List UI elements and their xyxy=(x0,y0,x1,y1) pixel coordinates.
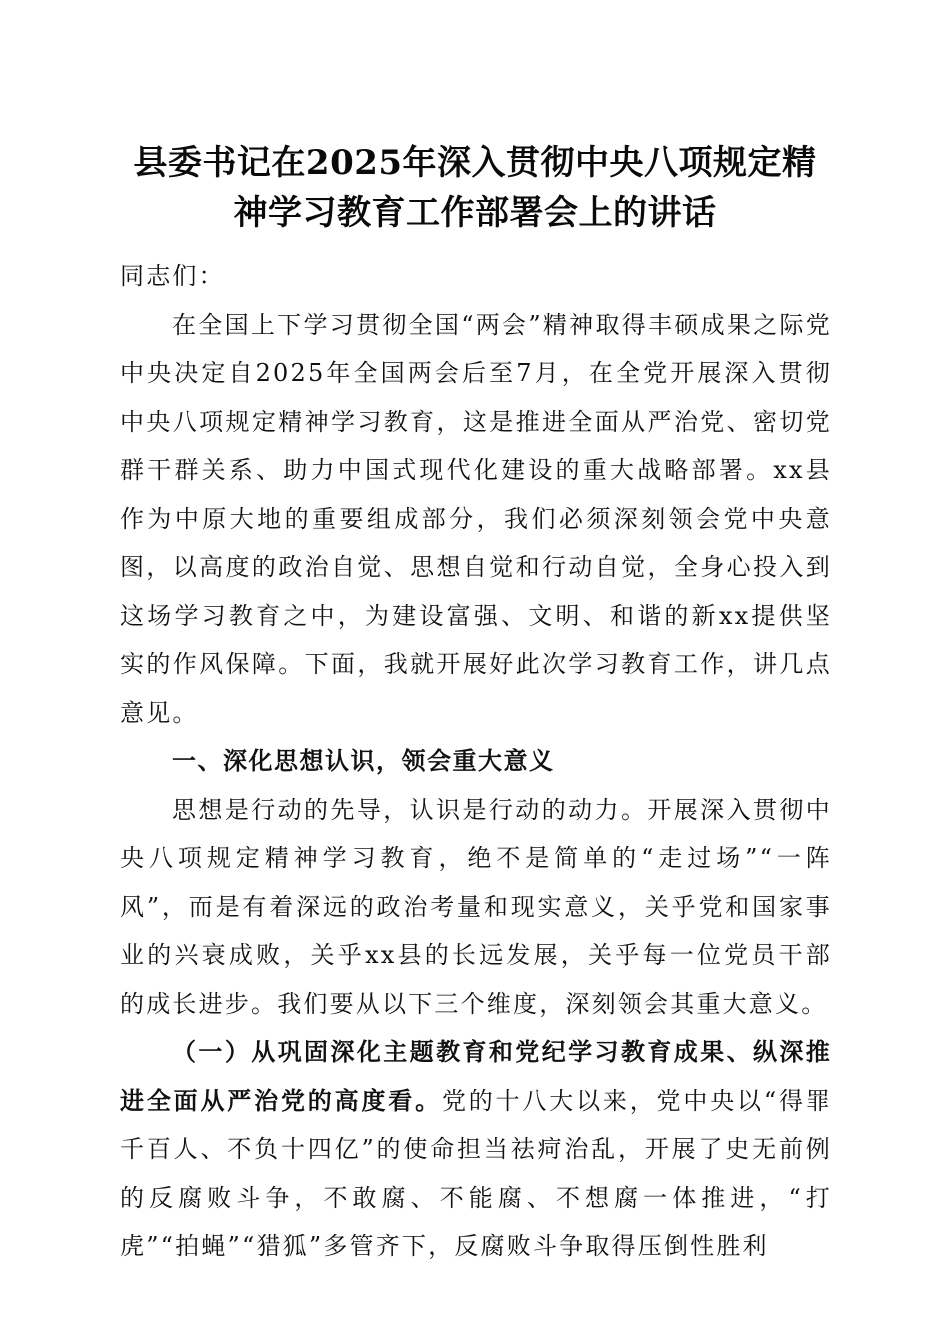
document-title xyxy=(110,138,840,238)
paragraph-significance: 思想是行动的先导，认识是行动的动力。开展深入贯彻中央八项规定精神学习教育，绝不是简单的“走过场”“一阵风”，而是有着深远的政治考量和现实意义，关乎党和国家事业的兴衰成败，关乎xx县的长远发展，关乎每一位党员干部的成长进步。我们要从以下三个维度，深刻领会其重大意义。 xyxy=(120,795,832,1018)
salutation: 同志们： xyxy=(120,262,225,290)
paragraph-intro: 在全国上下学习贯彻全国“两会”精神取得丰硕成果之际党中央决定自2025年全国两会后至7月，在全党开展深入贯彻中央八项规定精神学习教育，这是推进全面从严治党、密切党群干群关系、助力中国式现代化建设的重大战略部署。xx县作为中原大地的重要组成部分，我们必须深刻领会党中央意图，以高度的政治自觉、思想自觉和行动自觉，全身心投入到这场学习教育之中，为建设富强、文明、和谐的新xx提供坚实的作风保障。下面，我就开展好此次学习教育工作，讲几点意见。 xyxy=(120,310,832,727)
section-heading-1: 一、深化思想认识，领会重大意义 xyxy=(172,747,555,775)
title-line-2: 神学习教育工作部署会上的讲话 xyxy=(233,193,717,233)
title-line-1: 县委书记在2025年深入贯彻中央八项规定精 xyxy=(133,143,817,183)
subsection-heading-1: （一）从巩固深化主题教育和党纪学习教育成果、纵深推进全面从严治党的高度看。 xyxy=(120,1037,832,1115)
paragraph-subsection-1 xyxy=(120,1028,832,1271)
subsection-1-text: 党的十八大以来，党中央以“得罪千百人、不负十四亿”的使命担当祛疴治乱，开展了史无前例的反腐败斗争，不敢腐、不能腐、不想腐一体推进，“打虎”“拍蝇”“猎狐”多管齐下，反腐败斗争取得压倒性胜利 xyxy=(120,1086,832,1260)
document-body xyxy=(120,252,832,1271)
